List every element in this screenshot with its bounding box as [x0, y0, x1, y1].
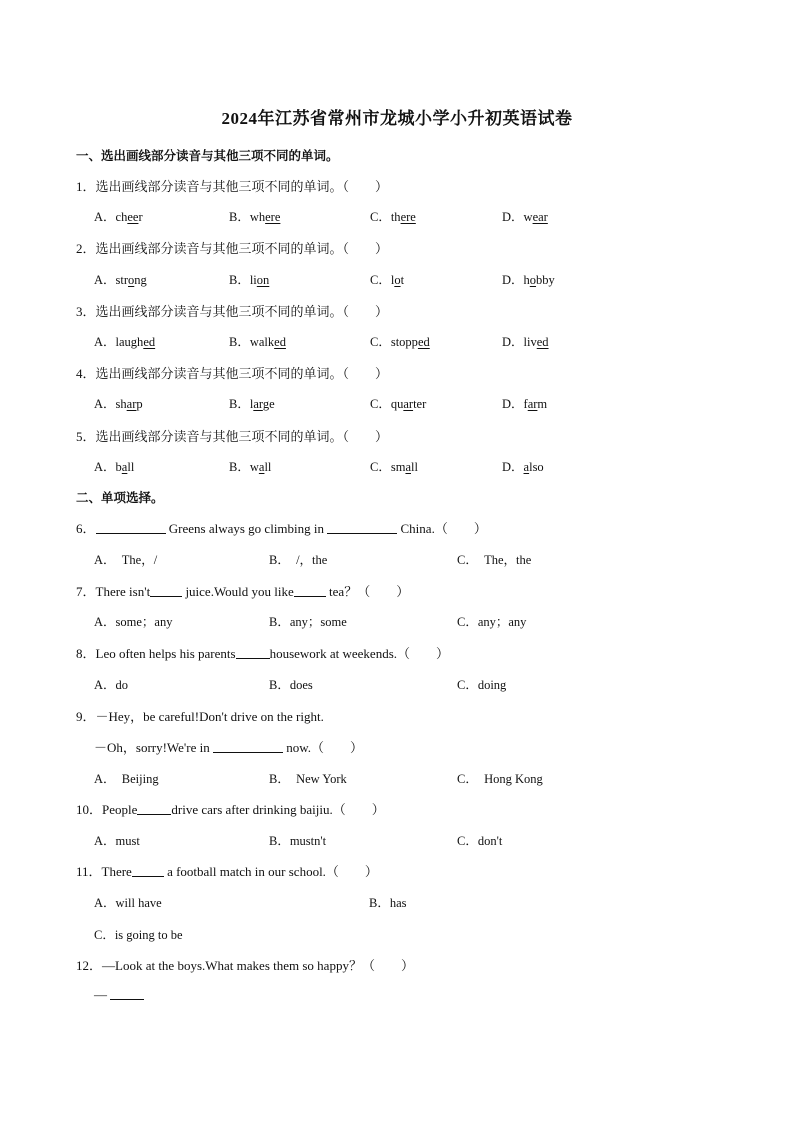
option-9a: A． Beijing [94, 772, 159, 786]
option-9b: B． New York [269, 772, 347, 786]
answer-blank[interactable] [294, 584, 326, 597]
option-1a: A．cheer [94, 210, 143, 224]
question-2-stem: 2．选出画线部分读音与其他三项不同的单词。（ ） [76, 241, 389, 256]
question-3-stem: 3．选出画线部分读音与其他三项不同的单词。（ ） [76, 304, 389, 319]
option-10b: B．mustn't [269, 834, 327, 848]
question-5-stem: 5．选出画线部分读音与其他三项不同的单词。（ ） [76, 429, 389, 444]
option-7c: C．any；any [457, 615, 527, 629]
answer-blank[interactable] [96, 521, 166, 534]
option-3b: B．walked [229, 335, 286, 349]
option-11a: A．will have [94, 896, 162, 910]
option-1c: C．there [370, 210, 416, 224]
answer-blank[interactable] [110, 987, 144, 1000]
option-3a: A．laughed [94, 335, 156, 349]
question-8-stem: 8．Leo often helps his parents housework at weekends.（ ） [76, 646, 450, 661]
option-6c: C． The，the [457, 553, 532, 567]
question-11-stem: 11．There a football match in our school.（ ） [76, 864, 378, 879]
option-4d: D．farm [502, 397, 548, 411]
option-11c: C．is going to be [94, 928, 183, 942]
answer-blank[interactable] [137, 802, 171, 815]
question-12-line1: 12．—Look at the boys.What makes them so happy？（ ） [76, 958, 414, 973]
question-6-stem: 6． Greens always go climbing in China.（ ） [76, 521, 487, 536]
option-8a: A．do [94, 678, 129, 692]
option-1b: B．where [229, 210, 281, 224]
option-10c: C．don't [457, 834, 503, 848]
option-3c: C．stopped [370, 335, 430, 349]
option-6a: A． The，/ [94, 553, 158, 567]
option-8c: C．doing [457, 678, 507, 692]
option-4b: B．large [229, 397, 275, 411]
page-title: 2024年江苏省常州市龙城小学小升初英语试卷 [221, 109, 573, 128]
option-5c: C．small [370, 460, 418, 474]
section-heading-2: 二、单项选择。 [76, 491, 164, 505]
answer-blank[interactable] [236, 646, 270, 659]
option-10a: A．must [94, 834, 140, 848]
option-5d: D．also [502, 460, 544, 474]
question-9-line1: 9．－Hey，be careful!Don't drive on the right. [76, 709, 324, 724]
option-9c: C． Hong Kong [457, 772, 543, 786]
option-7a: A．some；any [94, 615, 173, 629]
option-4a: A．sharp [94, 397, 143, 411]
question-10-stem: 10．People drive cars after drinking baijiu.（ ） [76, 802, 385, 817]
option-5b: B．wall [229, 460, 272, 474]
question-7-stem: 7．There isn't juice.Would you like tea？（ ） [76, 584, 410, 599]
option-1d: D．wear [502, 210, 548, 224]
option-6b: B． /，the [269, 553, 328, 567]
answer-blank[interactable] [132, 864, 164, 877]
section-heading-1: 一、选出画线部分读音与其他三项不同的单词。 [76, 149, 339, 163]
question-1-stem: 1．选出画线部分读音与其他三项不同的单词。（ ） [76, 179, 389, 194]
answer-blank[interactable] [327, 521, 397, 534]
question-12-line2: — [94, 987, 144, 1003]
option-5a: A．ball [94, 460, 135, 474]
option-2b: B．lion [229, 273, 270, 287]
answer-blank[interactable] [213, 740, 283, 753]
option-7b: B．any；some [269, 615, 347, 629]
option-11b: B．has [369, 896, 407, 910]
answer-blank[interactable] [150, 584, 182, 597]
option-2c: C．lot [370, 273, 405, 287]
option-8b: B．does [269, 678, 313, 692]
question-4-stem: 4．选出画线部分读音与其他三项不同的单词。（ ） [76, 366, 389, 381]
option-4c: C．quarter [370, 397, 427, 411]
option-2a: A．strong [94, 273, 147, 287]
option-3d: D．lived [502, 335, 549, 349]
question-9-line2: －Oh，sorry!We're in now.（ ） [94, 740, 364, 755]
option-2d: D．hobby [502, 273, 555, 287]
